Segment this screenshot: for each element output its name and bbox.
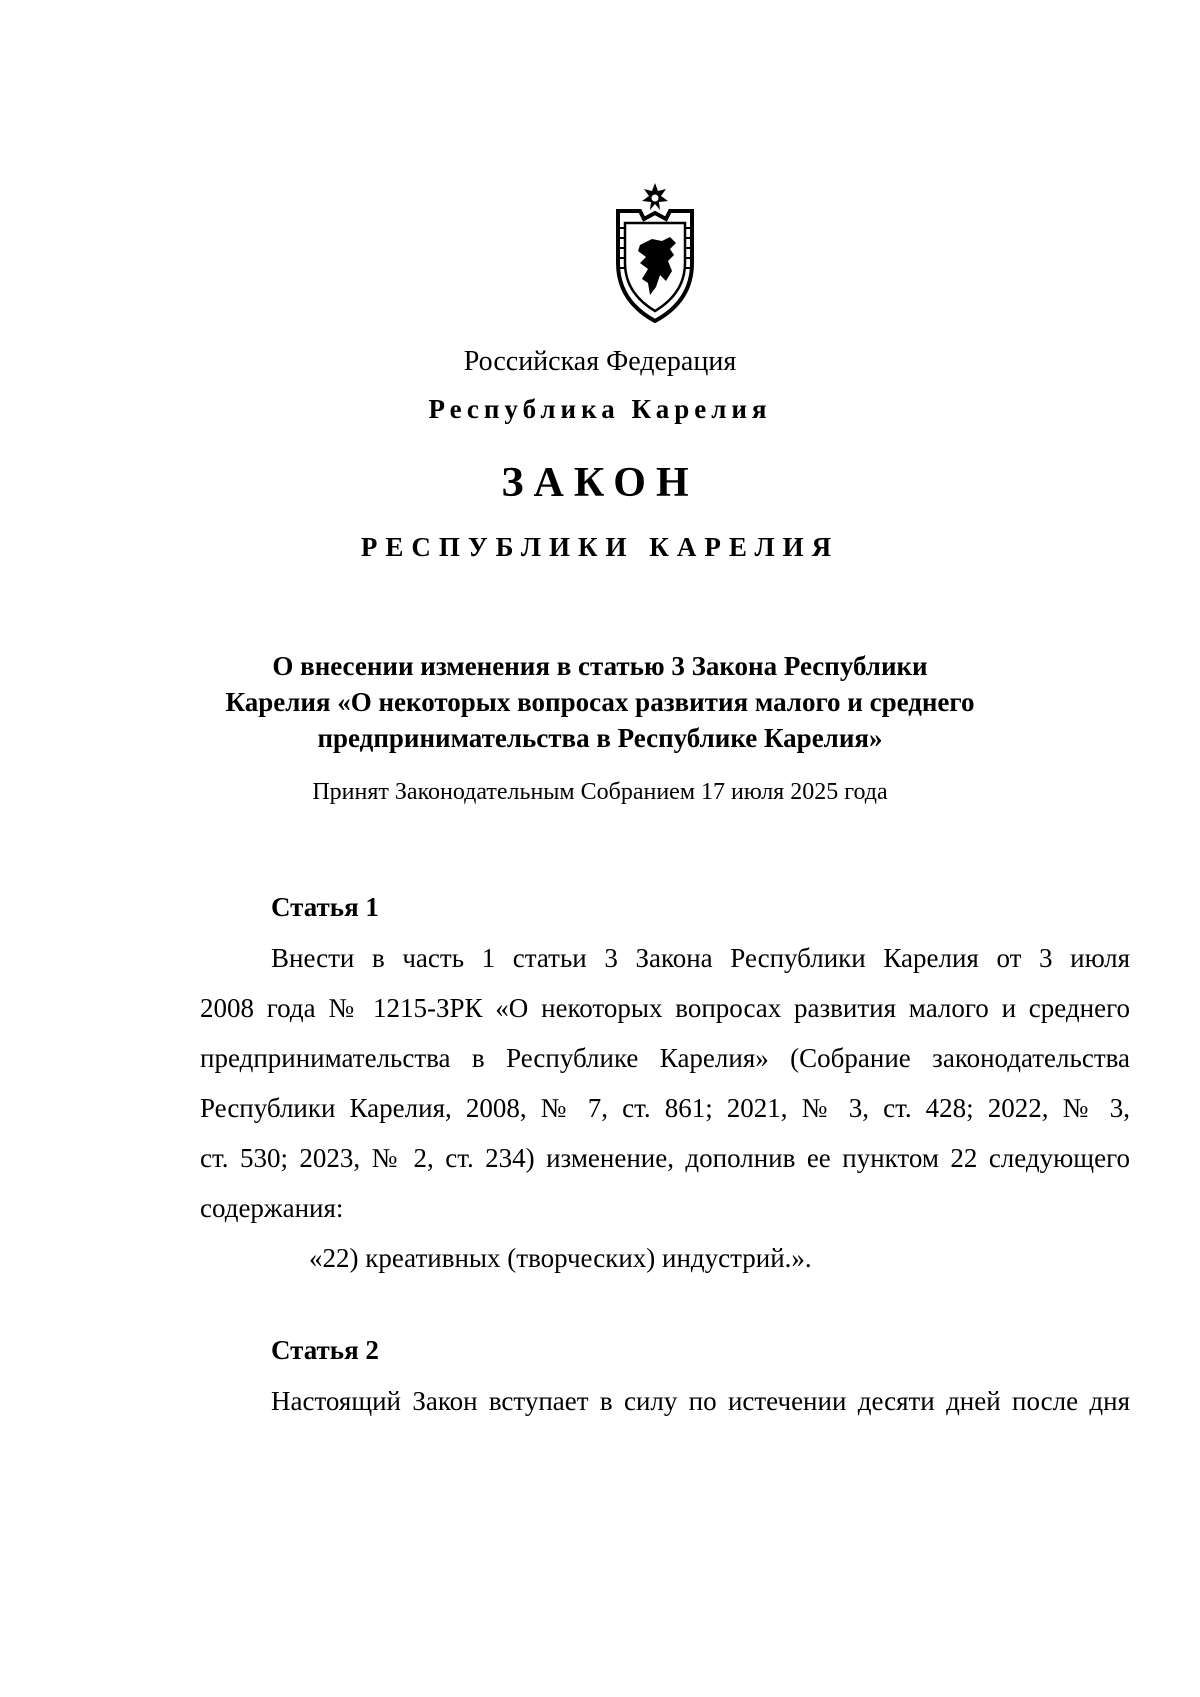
article-1-line: ст. 530; 2023, № 2, ст. 234) изменение, дополнив ее пунктом 22 следующего [200,1143,1130,1173]
karelia-coat-of-arms-icon [610,183,700,323]
adoption-note: Принят Законодательным Собранием 17 июля 2025 года [312,779,888,805]
article-1-quote: «22) креативных (творческих) индустрий.». [309,1243,812,1273]
article-1-line: Республики Карелия, 2008, № 7, ст. 861; 2021, № 3, ст. 428; 2022, № 3, [200,1093,1130,1123]
article-1-line: 2008 года № 1215-ЗРК «О некоторых вопросах развития малого и среднего [200,993,1130,1023]
law-title-line: Карелия «О некоторых вопросах развития малого и среднего [225,687,975,717]
law-heading: ЗАКОН [501,460,699,506]
article-1-line: Внести в часть 1 статьи 3 Закона Республики Карелия от 3 июля [271,943,1130,973]
republic-name: Республика Карелия [428,394,772,424]
article-2-heading: Статья 2 [271,1335,379,1365]
article-2-body: Настоящий Закон вступает в силу по истечении десяти дней после дня [271,1386,1130,1416]
law-title-line: предпринимательства в Республике Карелия» [317,723,883,753]
article-1-line: предпринимательства в Республике Карелия» (Собрание законодательства [200,1043,1130,1073]
article-1-line: содержания: [200,1193,344,1223]
article-1-heading: Статья 1 [271,892,379,922]
law-title-line: О внесении изменения в статью 3 Закона Республики [272,651,928,681]
article-1-body [200,933,1130,1233]
federation-name: Российская Федерация [463,346,737,377]
law-title [200,648,1000,756]
law-subheading: РЕСПУБЛИКИ КАРЕЛИЯ [360,532,840,562]
